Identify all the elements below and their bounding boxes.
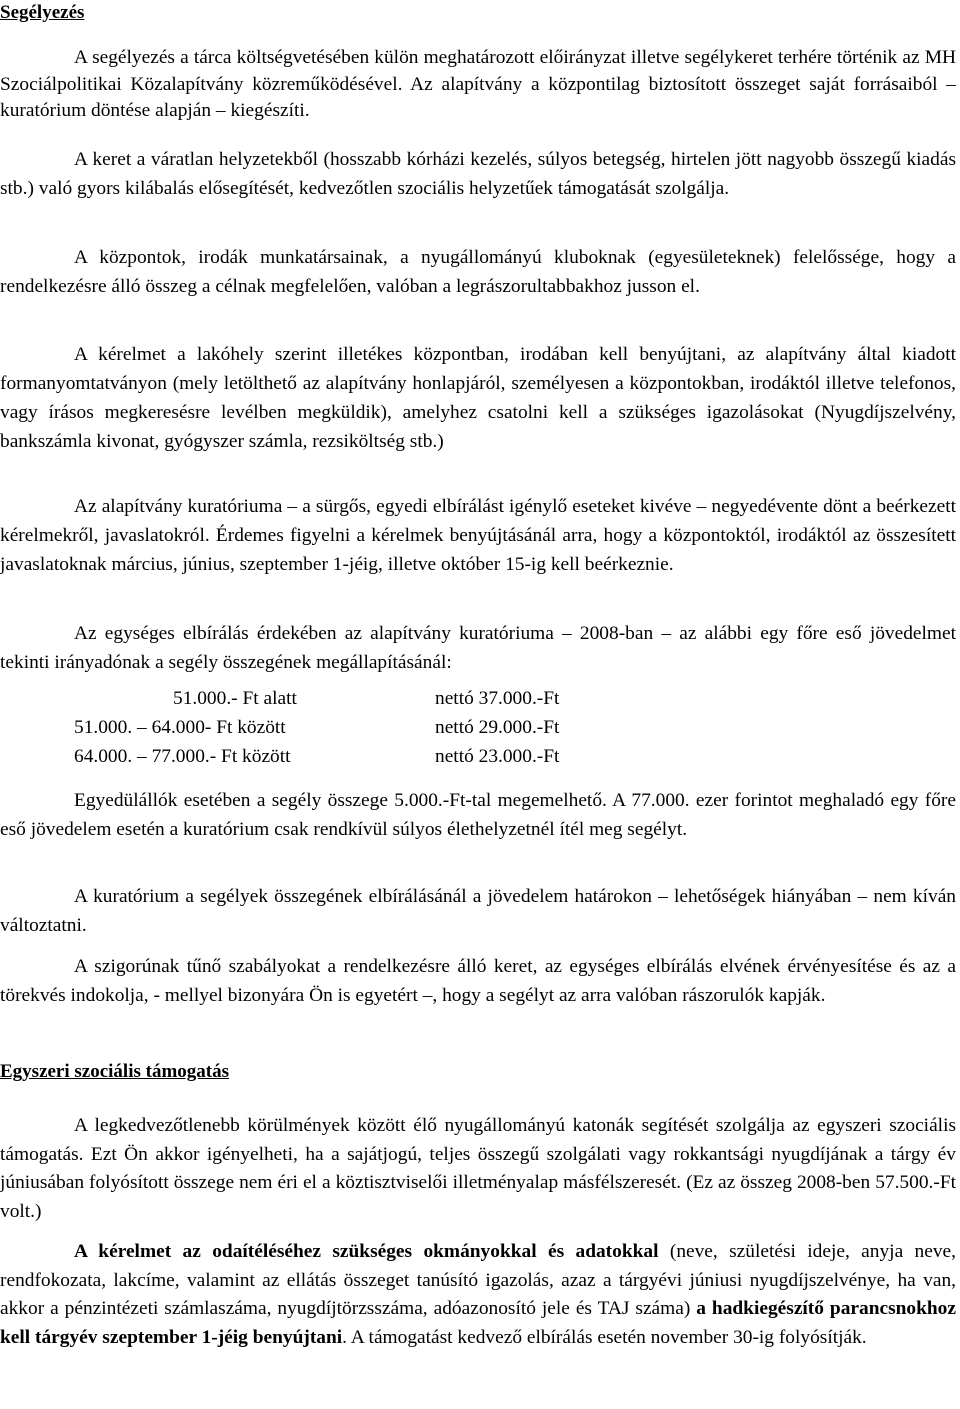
- section-heading-egyszeri-tamogatas: Egyszeri szociális támogatás: [0, 1061, 230, 1082]
- paragraph: A szigorúnak tűnő szabályokat a rendelkezésre álló keret, az egységes elbírálás elvének érvényesítése és az a törekvés indokolja, - mellyel bizonyára Ön is egyetért –, hogy a segélyt az arra valóban rászorulók kapják.: [0, 956, 956, 1006]
- paragraph: A központok, irodák munkatársainak, a nyugállományú kluboknak (egyesületeknek) felelőssége, hogy a rendelkezésre álló összeg a célnak megfelelően, valóban a legrászorultabbakhoz jusson el.: [0, 247, 956, 297]
- aid-amount: nettó 29.000.-Ft: [435, 717, 560, 738]
- paragraph-required-documents: [0, 1238, 956, 1352]
- text: (neve, születési ideje, anyja neve, rendfokozata, lakcíme, valamint az ellátás összeget tanúsító igazolás, azaz a tárgyévi júniusi nyugdíjszelvénye, ha van, akkor a pénzintézeti számlaszáma, nyugdíjtörzsszáma, adóazonosító jele és TAJ száma): [0, 1241, 956, 1319]
- paragraph: Az alapítvány kuratóriuma – a sürgős, egyedi elbírálást igénylő eseteket kivéve – negyedévente dönt a beérkezett kérelmekről, javaslatokról. Érdemes figyelni a kérelmek benyújtásánál arra, hogy a központoktól, irodáktól az összesített javaslatoknak március, június, szeptember 1-jéig, illetve október 15-ig kell beérkeznie.: [0, 496, 956, 575]
- income-range: 51.000.- Ft alatt: [173, 688, 297, 709]
- bold-text: a hadkiegészítő parancsnokhoz kell tárgyév szeptember 1-jéig benyújtani: [0, 1298, 956, 1348]
- paragraph: A kuratórium a segélyek összegének elbírálásánál a jövedelem határokon – lehetőségek hiányában – nem kíván változtatni.: [0, 886, 956, 936]
- aid-amount: nettó 23.000.-Ft: [435, 746, 560, 767]
- bold-text: A kérelmet az odaítéléséhez szükséges okmányokkal és adatokkal: [74, 1241, 659, 1262]
- section-heading-segelyezes: Segélyezés: [0, 2, 85, 23]
- income-range: 51.000. – 64.000- Ft között: [74, 717, 286, 738]
- income-range: 64.000. – 77.000.- Ft között: [74, 746, 291, 767]
- paragraph: Az egységes elbírálás érdekében az alapítvány kuratóriuma – 2008-ban – az alábbi egy főre eső jövedelmet tekinti irányadónak a segély összegének megállapításánál:: [0, 623, 956, 673]
- paragraph: A keret a váratlan helyzetekből (hosszabb kórházi kezelés, súlyos betegség, hirtelen jött nagyobb összegű kiadás stb.) való gyors kilábalás elősegítését, kedvezőtlen szociális helyzetűek támogatását szolgálja.: [0, 149, 956, 199]
- aid-amount: nettó 37.000.-Ft: [435, 688, 560, 709]
- text: . A támogatást kedvező elbírálás esetén november 30-ig folyósítják.: [342, 1326, 867, 1348]
- paragraph: Egyedülállók esetében a segély összege 5.000.-Ft-tal megemelhető. A 77.000. ezer forintot meghaladó egy főre eső jövedelem esetén a kuratórium csak rendkívül súlyos élethelyzetnél ítél meg segélyt.: [0, 790, 956, 840]
- paragraph: A kérelmet a lakóhely szerint illetékes központban, irodában kell benyújtani, az alapítvány által kiadott formanyomtatványon (mely letölthető az alapítvány honlapjáról, személyesen a központokban, irodáktól illetve telefonos, vagy írásos megkeresésre levélben megküldik), amelyhez csatolni kell a szükséges igazolásokat (Nyugdíjszelvény, bankszámla kivonat, gyógyszer számla, rezsiköltség stb.): [0, 344, 956, 452]
- paragraph: A legkedvezőtlenebb körülmények között élő nyugállományú katonák segítését szolgálja az egyszeri szociális támogatás. Ezt Ön akkor igényelheti, ha a sajátjogú, teljes összegű szolgálati vagy rokkantsági nyugdíjának a tárgy év júniusában folyósított összege nem éri el a köztisztviselői illetményalap másfélszeresét. (Ez az összeg 2008-ben 57.500.-Ft volt.): [0, 1115, 956, 1222]
- paragraph: A segélyezés a tárca költségvetésében külön meghatározott előirányzat illetve segélykeret terhére történik az MH Szociálpolitikai Közalapítvány közreműködésével. Az alapítvány a központilag biztosított összeget saját forrásaiból – kuratórium döntése alapján – kiegészíti.: [0, 47, 956, 121]
